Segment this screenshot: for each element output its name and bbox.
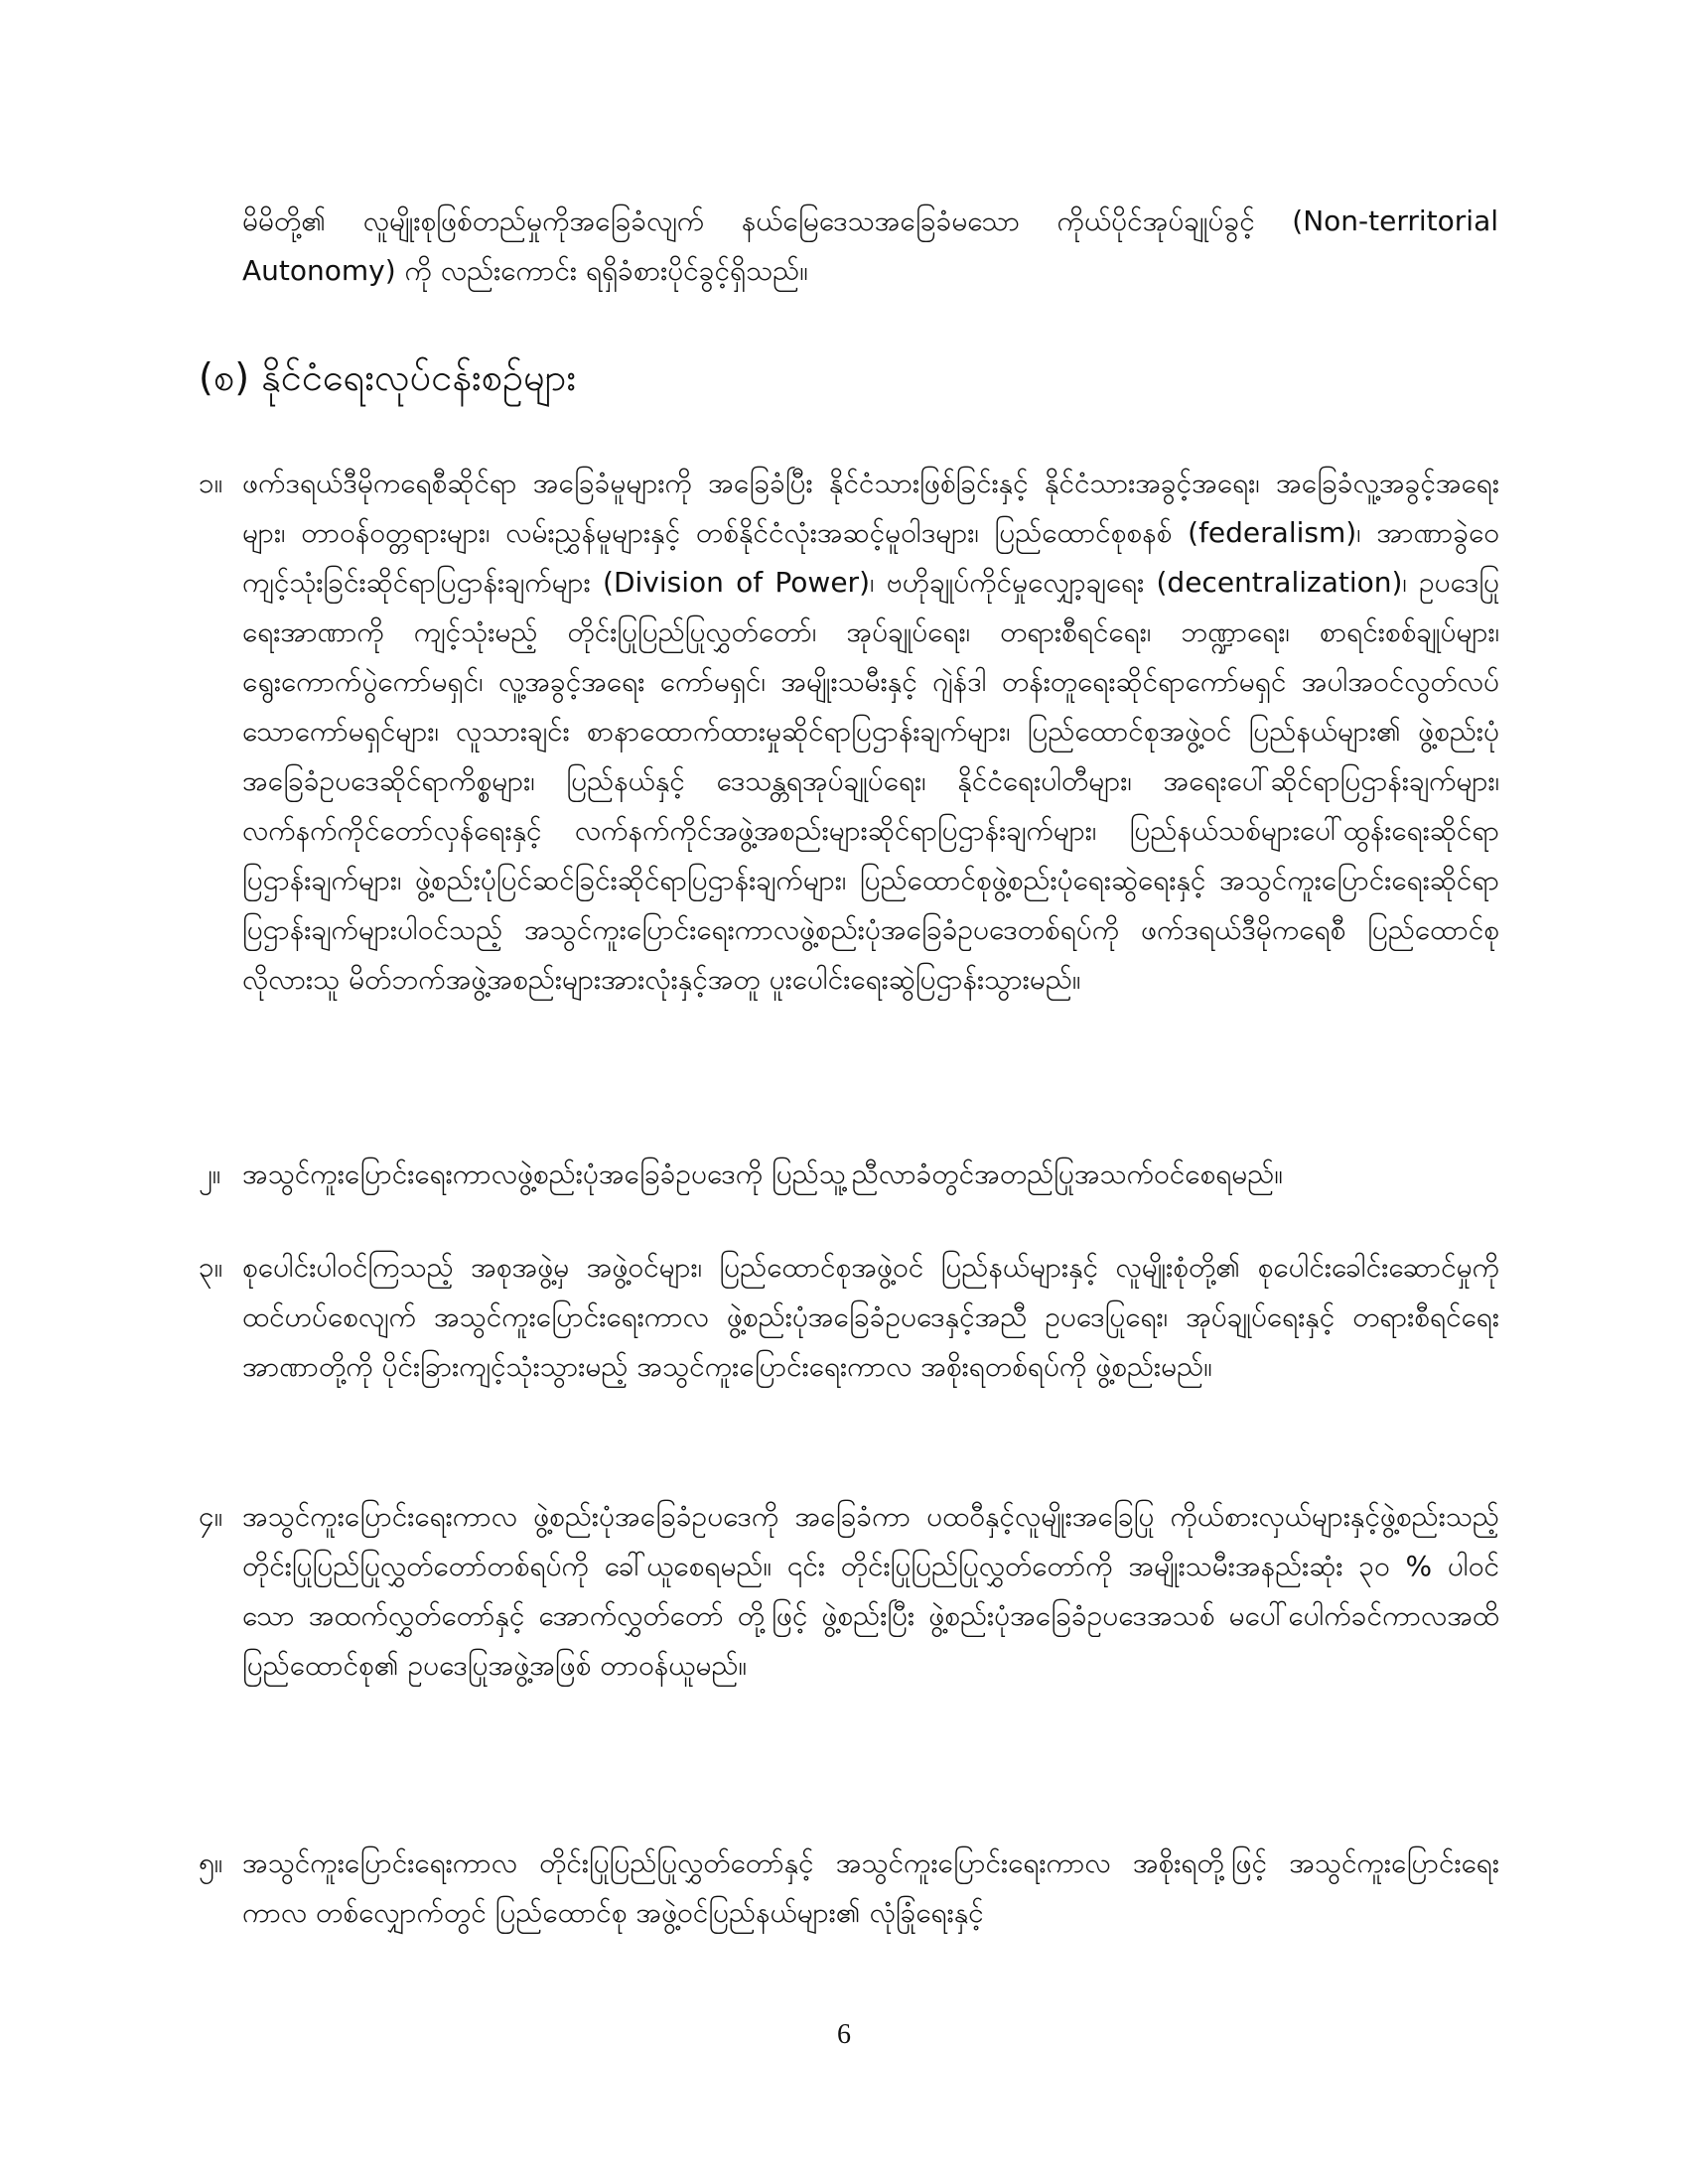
section-heading: (စ) နိုင်ငံရေးလုပ်ငန်းစဉ်များ: [199, 355, 577, 399]
list-item-number: ၃။: [199, 1251, 223, 1284]
list-item-text: အသွင်ကူးပြောင်းရေးကာလ တိုင်းပြုပြည်ပြုလွှတ်တော်နှင့် အသွင်ကူးပြောင်းရေးကာလ အစိုးရတို့ဖြင့် အသွင်ကူးပြောင်းရေးကာလ တစ်လျှောက်တွင် ပြည်ထောင်စု အဖွဲ့ဝင်ပြည်နယ်များ၏ လုံခြုံရေးနှင့်: [242, 1846, 1499, 1929]
list-item-text: ဖက်ဒရယ်ဒီမိုကရေစီဆိုင်ရာ အခြေခံမူများကို အခြေခံပြီး နိုင်ငံသားဖြစ်ခြင်းနှင့် နိုင်ငံသားအခွင့်အရေး၊ အခြေခံလူ့အခွင့်အရေးများ၊ တာဝန်ဝတ္တရားများ၊ လမ်းညွှန်မူများနှင့် တစ်နိုင်ငံလုံးအဆင့်မူဝါဒများ၊ ပြည်ထောင်စုစနစ် (federalism)၊ အာဏာခွဲဝေကျင့်သုံးခြင်းဆိုင်ရာပြဌာန်းချက်များ (Division of Power)၊ ဗဟိုချုပ်ကိုင်မှုလျှော့ချရေး (decentralization)၊ ဥပဒေပြုရေးအာဏာကို ကျင့်သုံးမည့် တိုင်းပြုပြည်ပြုလွှတ်တော်၊ အုပ်ချုပ်ရေး၊ တရားစီရင်ရေး၊ ဘဏ္ဍာရေး၊ စာရင်းစစ်ချုပ်များ၊ ရွေးကောက်ပွဲကော်မရှင်၊ လူ့အခွင့်အရေး ကော်မရှင်၊ အမျိုးသမီးနှင့် ဂျဲန်ဒါ တန်းတူရေးဆိုင်ရာကော်မရှင် အပါအဝင်လွတ်လပ်သောကော်မရှင်များ၊ လူသားချင်း စာနာထောက်ထားမှုဆိုင်ရာပြဌာန်းချက်များ၊ ပြည်ထောင်စုအဖွဲ့ဝင် ပြည်နယ်များ၏ ဖွဲ့စည်းပုံအခြေခံဥပဒေဆိုင်ရာကိစ္စများ၊ ပြည်နယ်နှင့် ဒေသန္တရအုပ်ချုပ်ရေး၊ နိုင်ငံရေးပါတီများ၊ အရေးပေါ်ဆိုင်ရာပြဌာန်းချက်များ၊ လက်နက်ကိုင်တော်လှန်ရေးနှင့် လက်နက်ကိုင်အဖွဲ့အစည်းများဆိုင်ရာပြဌာန်းချက်များ၊ ပြည်နယ်သစ်များပေါ်ထွန်းရေးဆိုင်ရာပြဌာန်းချက်များ၊ ဖွဲ့စည်းပုံပြင်ဆင်ခြင်းဆိုင်ရာပြဌာန်းချက်များ၊ ပြည်ထောင်စုဖွဲ့စည်းပုံရေးဆွဲရေးနှင့် အသွင်ကူးပြောင်းရေးဆိုင်ရာ ပြဌာန်းချက်များပါဝင်သည့် အသွင်ကူးပြောင်းရေးကာလဖွဲ့စည်းပုံအခြေခံဥပဒေတစ်ရပ်ကို ဖက်ဒရယ်ဒီမိုကရေစီ ပြည်ထောင်စုလိုလားသူ မိတ်ဘက်အဖွဲ့အစည်းများအားလုံးနှင့်အတူ ပူးပေါင်းရေးဆွဲပြဌာန်းသွားမည်။: [242, 467, 1499, 996]
page-number: 6: [837, 2019, 851, 2050]
list-item-number: ၄။: [199, 1500, 223, 1533]
list-item-text: စုပေါင်းပါဝင်ကြသည့် အစုအဖွဲ့မှ အဖွဲ့ဝင်များ၊ ပြည်ထောင်စုအဖွဲ့ဝင် ပြည်နယ်များနှင့် လူမျိုးစုံတို့၏ စုပေါင်းခေါင်းဆောင်မှုကို ထင်ဟပ်စေလျက် အသွင်ကူးပြောင်းရေးကာလ ဖွဲ့စည်းပုံအခြေခံဥပဒေနှင့်အညီ ဥပဒေပြုရေး၊ အုပ်ချုပ်ရေးနှင့် တရားစီရင်ရေးအာဏာတို့ကို ပိုင်းခြားကျင့်သုံးသွားမည့် အသွင်ကူးပြောင်းရေးကာလ အစိုးရတစ်ရပ်ကို ဖွဲ့စည်းမည်။: [242, 1251, 1499, 1383]
list-item-text: အသွင်ကူးပြောင်းရေးကာလ ဖွဲ့စည်းပုံအခြေခံဥပဒေကို အခြေခံကာ ပထဝီနှင့်လူမျိုးအခြေပြု ကိုယ်စားလှယ်များနှင့်ဖွဲ့စည်းသည့် တိုင်းပြုပြည်ပြုလွှတ်တော်တစ်ရပ်ကို ခေါ်ယူစေရမည်။ ၎င်း တိုင်းပြုပြည်ပြုလွှတ်တော်ကို အမျိုးသမီးအနည်းဆုံး ၃၀ % ပါဝင်သော အထက်လွှတ်တော်နှင့် အောက်လွှတ်တော် တို့ဖြင့် ဖွဲ့စည်းပြီး ဖွဲ့စည်းပုံအခြေခံဥပဒေအသစ် မပေါ်ပေါက်ခင်ကာလအထိ ပြည်ထောင်စု၏ ဥပဒေပြုအဖွဲ့အဖြစ် တာဝန်ယူမည်။: [242, 1500, 1499, 1682]
list-item: [199, 1492, 1499, 1691]
list-item: [199, 1150, 1499, 1199]
list-item: [199, 459, 1499, 1005]
list-item-number: ၁။: [199, 467, 223, 499]
list-item-number: ၂။: [199, 1158, 221, 1190]
intro-paragraph: မိမိတို့၏ လူမျိုးစုဖြစ်တည်မှုကိုအခြေခံလျက် နယ်မြေဒေသအခြေခံမသော ကိုယ်ပိုင်အုပ်ချုပ်ခွင့် (Non-territorial Autonomy) ကို လည်းကောင်း ရရှိခံစားပိုင်ခွင့်ရှိသည်။: [242, 205, 1498, 287]
list-item: [199, 1839, 1499, 1938]
list-item: [199, 1243, 1499, 1392]
list-item-number: ၅။: [199, 1846, 223, 1879]
list-item-text: အသွင်ကူးပြောင်းရေးကာလဖွဲ့စည်းပုံအခြေခံဥပဒေကို ပြည်သူ့ညီလာခံတွင်အတည်ပြုအသက်ဝင်စေရမည်။: [242, 1158, 1283, 1190]
